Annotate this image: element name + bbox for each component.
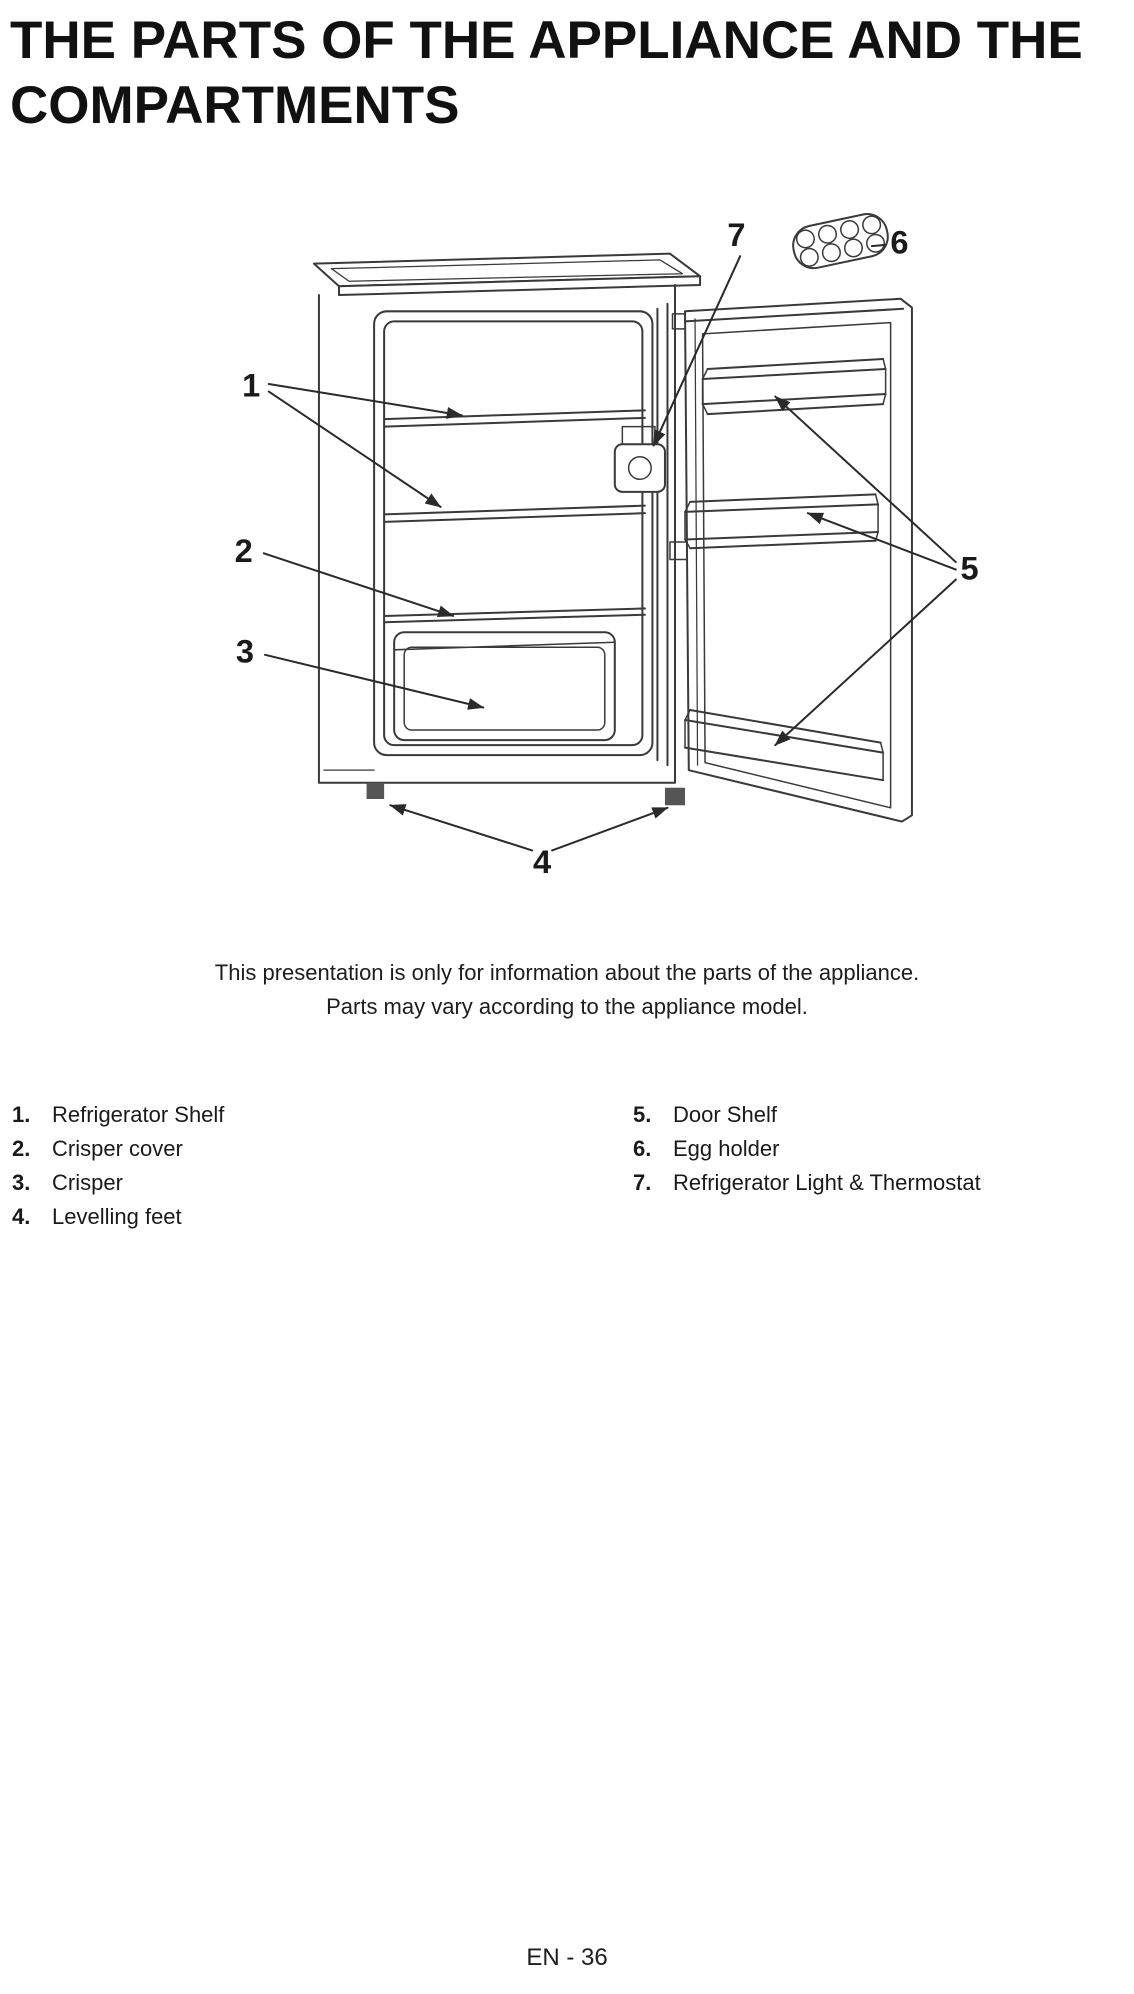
crisper-cover bbox=[384, 608, 645, 622]
legend-item-4 bbox=[12, 1206, 224, 1228]
legend-item-1 bbox=[12, 1104, 224, 1126]
parts-legend-left-column bbox=[12, 1104, 224, 1240]
callout-2-label: 2 bbox=[234, 532, 253, 570]
callout-4 bbox=[390, 805, 667, 880]
legend-item-4-number: 4. bbox=[12, 1204, 31, 1229]
callout-3-label: 3 bbox=[235, 632, 255, 670]
page-title bbox=[10, 8, 1134, 138]
legend-item-6-number: 6. bbox=[633, 1136, 652, 1161]
legend-item-5 bbox=[633, 1104, 981, 1126]
info-note bbox=[0, 956, 1134, 1024]
legend-item-2-number: 2. bbox=[12, 1136, 31, 1161]
page-title-line2: COMPARTMENTS bbox=[10, 76, 460, 135]
callout-3 bbox=[236, 632, 483, 707]
legend-item-7-label: Refrigerator Light & Thermostat bbox=[673, 1170, 981, 1195]
callout-2 bbox=[235, 532, 453, 616]
legend-item-3-number: 3. bbox=[12, 1170, 31, 1195]
legend-item-1-number: 1. bbox=[12, 1102, 31, 1127]
legend-item-5-label: Door Shelf bbox=[673, 1102, 777, 1127]
refrigerator-shelf-1 bbox=[384, 410, 645, 426]
appliance-diagram bbox=[186, 206, 1001, 883]
legend-item-3 bbox=[12, 1172, 224, 1194]
appliance-diagram-area bbox=[0, 206, 1134, 896]
page-number: EN - 36 bbox=[526, 1944, 608, 1971]
legend-item-1-label: Refrigerator Shelf bbox=[52, 1102, 225, 1127]
callout-7-label: 7 bbox=[727, 216, 746, 254]
refrigerator-shelf-2 bbox=[384, 506, 645, 522]
legend-item-6-label: Egg holder bbox=[673, 1136, 780, 1161]
callout-1-label: 1 bbox=[242, 366, 261, 404]
crisper-drawer bbox=[394, 632, 615, 740]
parts-legend bbox=[0, 1104, 1134, 1284]
legend-item-7 bbox=[633, 1172, 981, 1194]
legend-item-5-number: 5. bbox=[633, 1102, 652, 1127]
egg-holder bbox=[789, 210, 891, 272]
callout-6-label: 6 bbox=[890, 223, 909, 261]
legend-item-6 bbox=[633, 1138, 981, 1160]
page-title-line1: THE PARTS OF THE APPLIANCE AND THE bbox=[10, 11, 1083, 70]
legend-item-7-number: 7. bbox=[633, 1170, 652, 1195]
legend-item-2 bbox=[12, 1138, 224, 1160]
callout-1 bbox=[242, 367, 462, 507]
levelling-feet bbox=[367, 783, 685, 806]
legend-item-4-label: Levelling feet bbox=[52, 1204, 182, 1229]
info-note-line1: This presentation is only for information about the parts of the appliance. bbox=[214, 960, 920, 985]
callout-4-label: 4 bbox=[533, 842, 552, 880]
callout-5-label: 5 bbox=[960, 549, 979, 587]
parts-legend-right-column bbox=[633, 1104, 981, 1206]
legend-item-3-label: Crisper bbox=[52, 1170, 123, 1195]
legend-item-2-label: Crisper cover bbox=[52, 1136, 183, 1161]
info-note-line2: Parts may vary according to the appliance model. bbox=[326, 994, 808, 1019]
